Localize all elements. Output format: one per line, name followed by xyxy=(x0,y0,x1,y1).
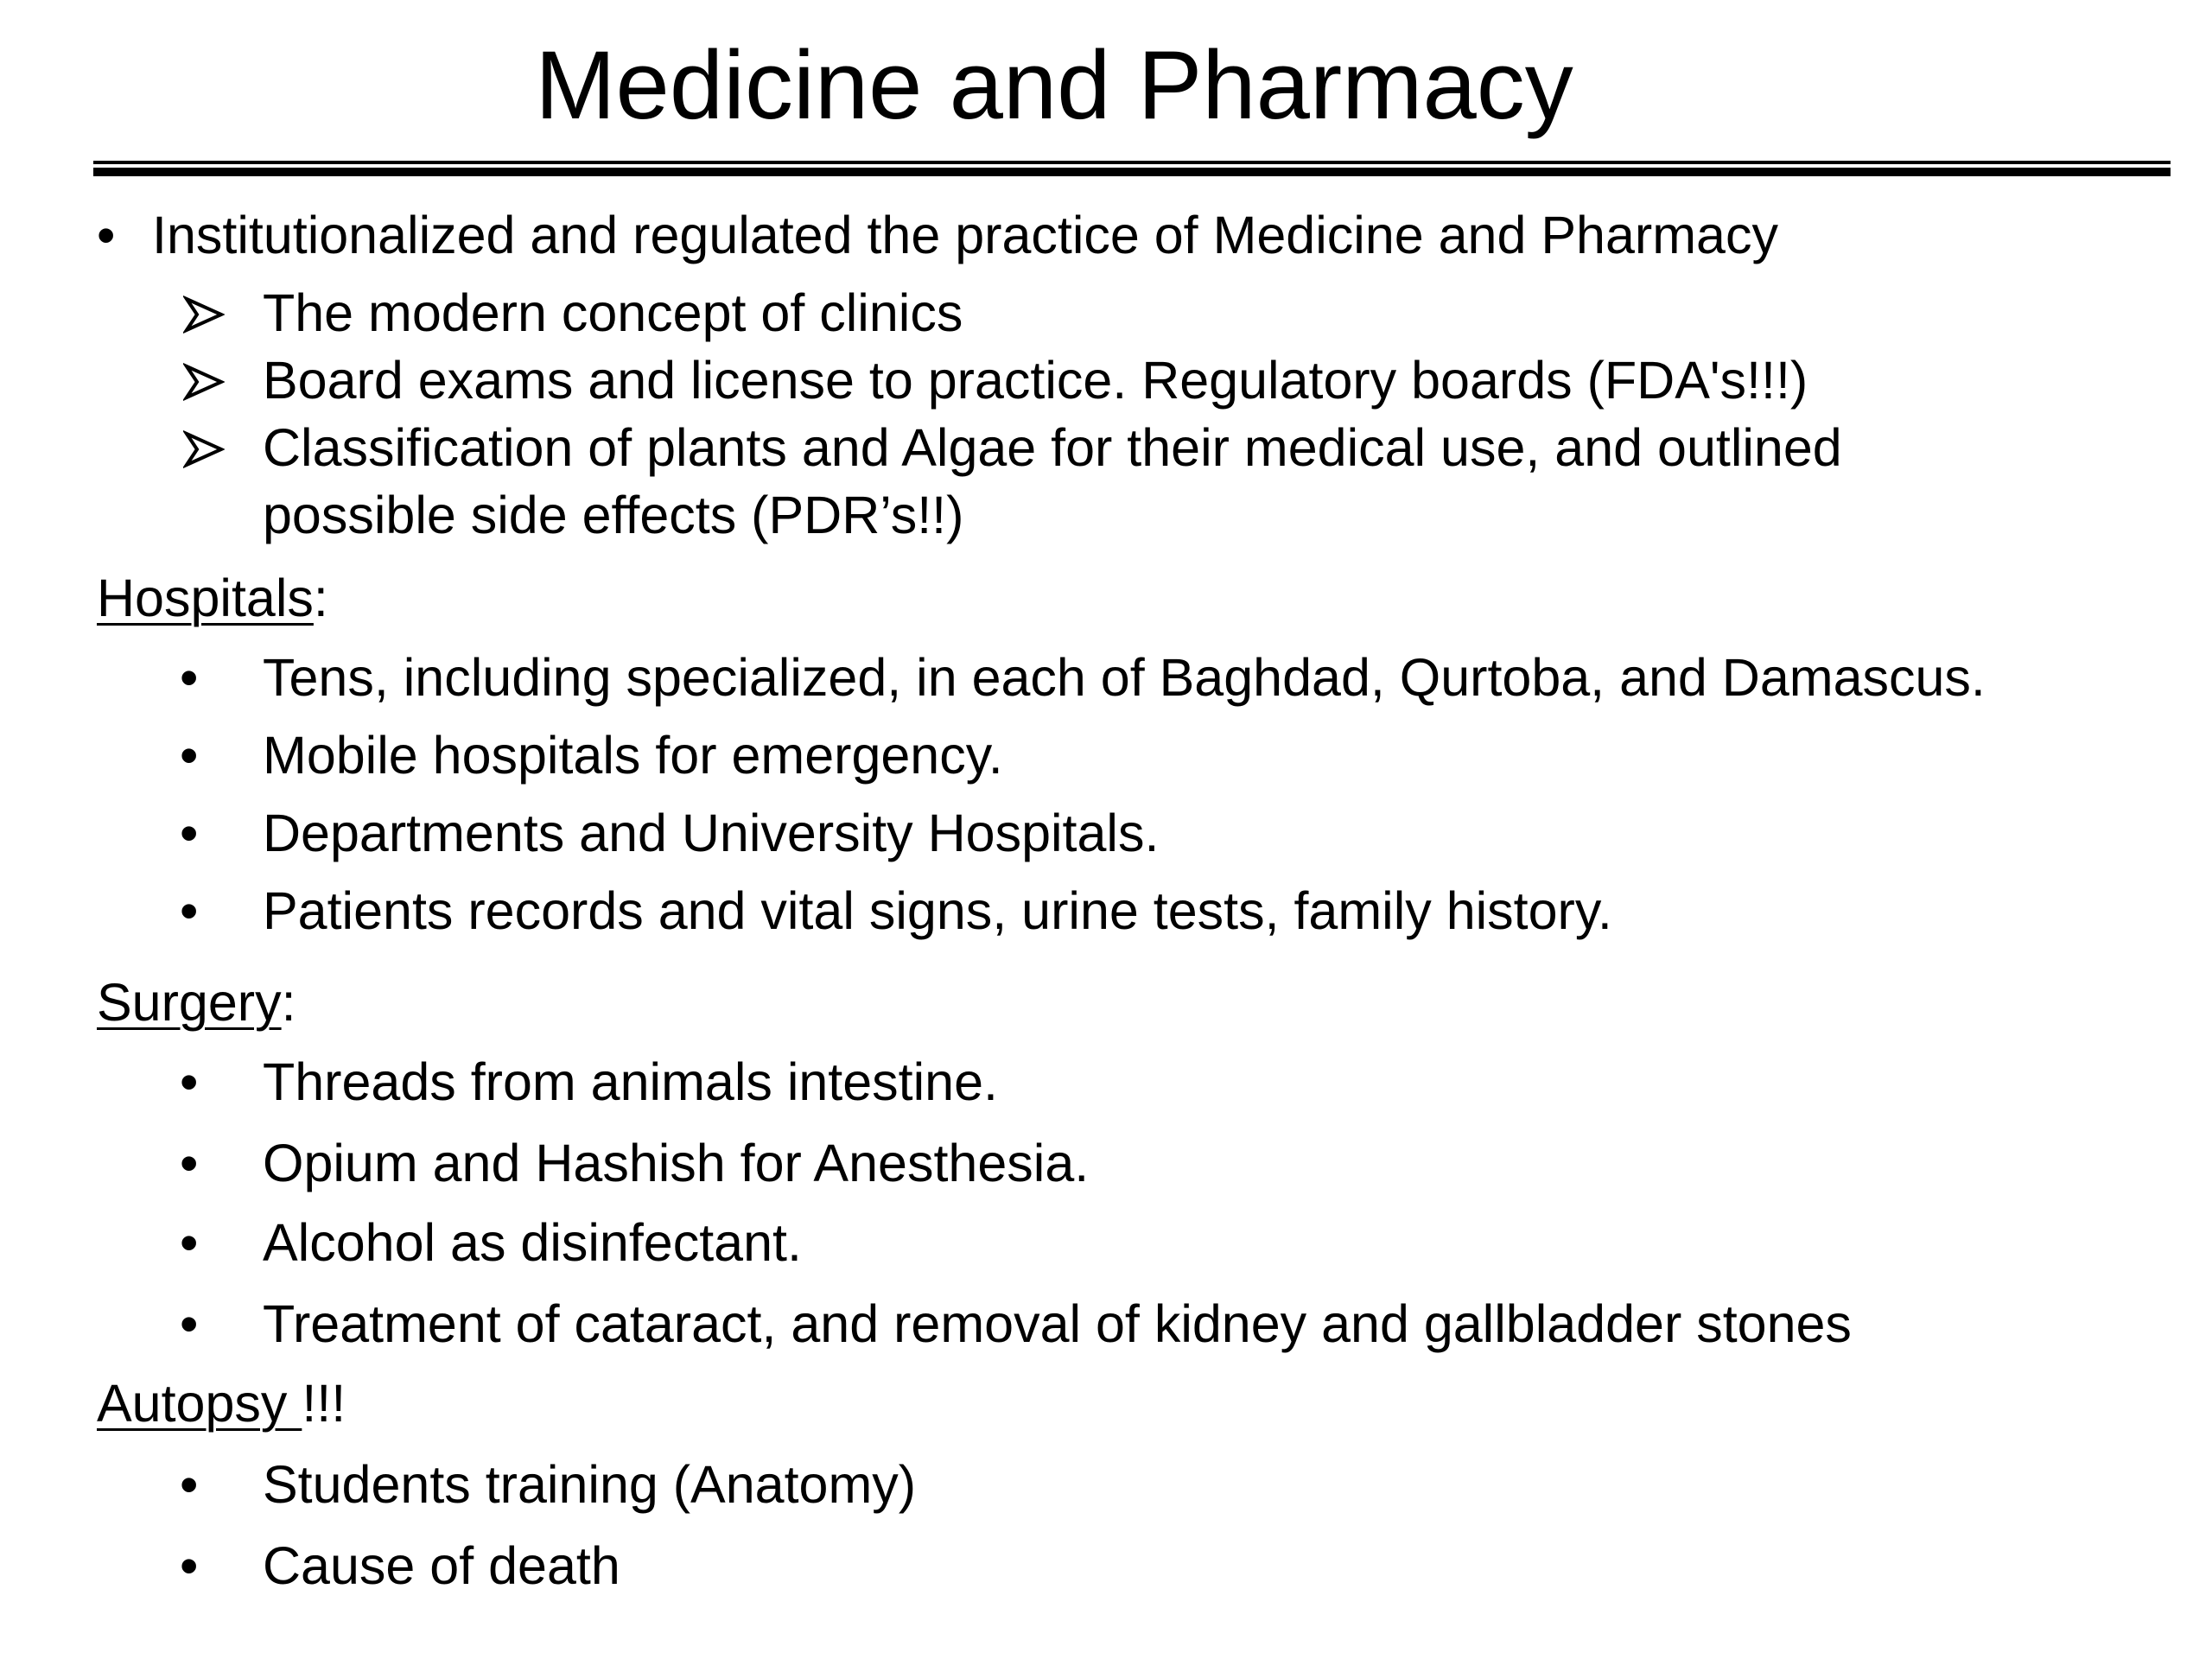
bullet-icon: • xyxy=(180,648,199,707)
intro-sub-item-continuation: possible side effects (PDR’s!!) xyxy=(263,486,964,544)
intro-text: Institutionalized and regulated the practice of Medicine and Pharmacy xyxy=(152,206,1778,264)
list-item: Cause of death xyxy=(263,1536,620,1595)
intro-sub-item: Classification of plants and Algae for their medical use, and outlined xyxy=(263,418,1842,477)
arrowhead-bullet-icon xyxy=(183,283,225,346)
section-heading-hospitals xyxy=(97,567,328,629)
title-rule-thick xyxy=(93,168,2171,176)
section-heading-text: Surgery xyxy=(97,973,282,1032)
arrowhead-bullet-icon xyxy=(183,351,225,413)
bullet-icon: • xyxy=(180,1134,199,1192)
list-item: Departments and University Hospitals. xyxy=(263,804,1160,862)
section-heading-surgery xyxy=(97,971,296,1033)
section-heading-suffix: !!! xyxy=(302,1374,346,1433)
list-item: Patients records and vital signs, urine tests, family history. xyxy=(263,881,1612,940)
bullet-icon: • xyxy=(180,1052,199,1111)
list-item: Opium and Hashish for Anesthesia. xyxy=(263,1134,1090,1192)
bullet-icon: • xyxy=(180,726,199,785)
bullet-icon: • xyxy=(180,1536,199,1595)
bullet-icon: • xyxy=(180,1213,199,1272)
bullet-icon: • xyxy=(97,206,116,264)
bullet-icon: • xyxy=(180,881,199,940)
section-heading-text: Autopsy xyxy=(97,1374,302,1433)
list-item: Students training (Anatomy) xyxy=(263,1455,917,1514)
intro-sub-item: Board exams and license to practice. Regulatory boards (FDA's!!!) xyxy=(263,351,1808,410)
list-item: Mobile hospitals for emergency. xyxy=(263,726,1003,785)
section-heading-suffix: : xyxy=(281,973,296,1032)
list-item: Tens, including specialized, in each of Baghdad, Qurtoba, and Damascus. xyxy=(263,648,1986,707)
section-heading-text: Hospitals xyxy=(97,569,314,627)
list-item: Threads from animals intestine. xyxy=(263,1052,998,1111)
title-rule-thin xyxy=(93,161,2171,164)
list-item: Alcohol as disinfectant. xyxy=(263,1213,802,1272)
intro-sub-item: The modern concept of clinics xyxy=(263,283,963,342)
list-item: Treatment of cataract, and removal of kidney and gallbladder stones xyxy=(263,1294,1852,1353)
slide-title: Medicine and Pharmacy xyxy=(535,31,1573,139)
bullet-icon: • xyxy=(180,804,199,862)
section-heading-autopsy xyxy=(97,1372,346,1434)
arrowhead-bullet-icon xyxy=(183,418,225,480)
bullet-icon: • xyxy=(180,1294,199,1353)
section-heading-suffix: : xyxy=(313,569,328,627)
bullet-icon: • xyxy=(180,1455,199,1514)
